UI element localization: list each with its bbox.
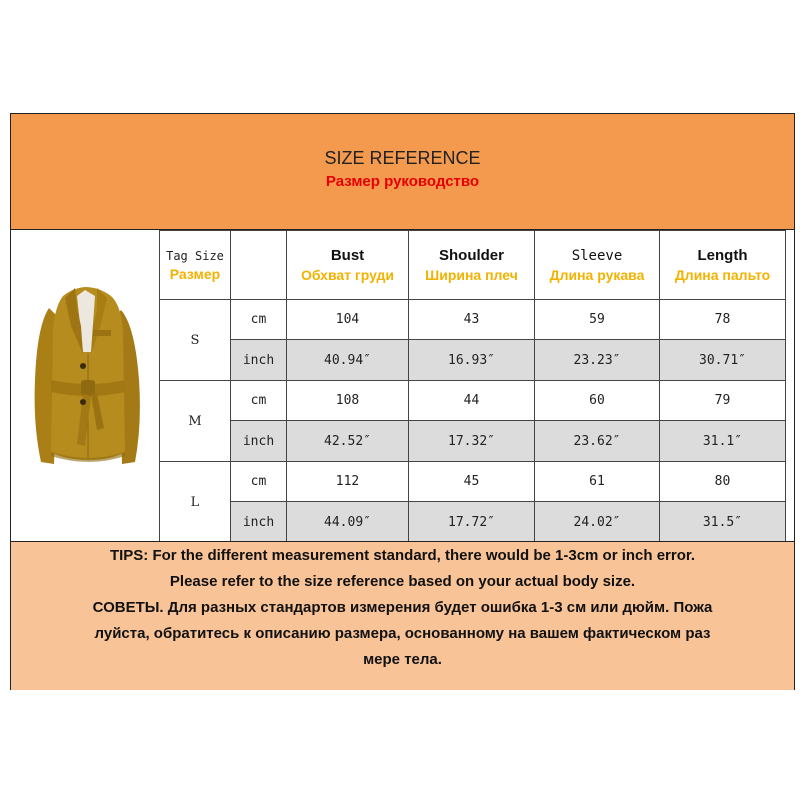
table-cell: 23.23″	[535, 340, 660, 381]
column-header-sleeve	[535, 231, 660, 300]
column-label-ru: Ширина плеч	[425, 267, 518, 283]
table-cell: 79	[660, 381, 786, 421]
column-label: Length	[697, 247, 748, 264]
unit-label: inch	[231, 340, 287, 381]
tips-line: СОВЕТЫ. Для разных стандартов измерения будет ошибка 1-3 см или дюйм. Пожа	[92, 599, 713, 616]
column-header-length	[660, 231, 786, 300]
size-label: S	[160, 300, 231, 381]
table-row-l-cm	[160, 462, 786, 502]
table-cell: 17.72″	[409, 502, 535, 543]
size-label: L	[160, 462, 231, 543]
table-cell: 24.02″	[535, 502, 660, 543]
tag-size-header	[160, 231, 231, 300]
table-row-m-cm	[160, 381, 786, 421]
unit-header-blank	[231, 231, 287, 300]
table-cell: 60	[535, 381, 660, 421]
table-cell: 40.94″	[287, 340, 409, 381]
table-cell: 44	[409, 381, 535, 421]
table-cell: 31.5″	[660, 502, 786, 543]
unit-label: inch	[231, 421, 287, 462]
column-label-ru: Обхват груди	[300, 267, 395, 283]
table-cell: 78	[660, 300, 786, 340]
table-cell: 23.62″	[535, 421, 660, 462]
column-label: Bust	[330, 247, 365, 264]
table-row-s-cm	[160, 300, 786, 340]
table-row-m-inch	[160, 421, 786, 462]
table-cell: 17.32″	[409, 421, 535, 462]
table-cell: 108	[287, 381, 409, 421]
column-header-bust	[287, 231, 409, 300]
table-cell: 61	[535, 462, 660, 502]
unit-label: inch	[231, 502, 287, 543]
table-cell: 16.93″	[409, 340, 535, 381]
chart-header	[11, 114, 794, 230]
tips-line: луйста, обратитесь к описанию размера, основанному на вашем фактическом раз	[94, 625, 711, 642]
size-table	[159, 230, 786, 543]
table-header-row	[160, 231, 786, 300]
column-header-shoulder	[409, 231, 535, 300]
table-cell: 104	[287, 300, 409, 340]
size-chart	[10, 113, 795, 690]
table-row-s-inch	[160, 340, 786, 381]
column-label: Sleeve	[571, 248, 623, 264]
table-cell: 43	[409, 300, 535, 340]
table-cell: 30.71″	[660, 340, 786, 381]
column-label: Shoulder	[438, 247, 504, 264]
chart-subtitle: Размер руководство	[325, 173, 480, 190]
column-label-ru: Длина пальто	[674, 267, 771, 283]
chart-title: SIZE REFERENCE	[324, 148, 481, 168]
table-cell: 44.09″	[287, 502, 409, 543]
table-cell: 80	[660, 462, 786, 502]
column-label-ru: Длина рукава	[549, 267, 645, 283]
tips-box	[11, 541, 794, 690]
tag-size-label: Tag Size	[166, 249, 224, 263]
tag-size-label-ru: Размер	[169, 266, 221, 282]
tips-line: Please refer to the size reference based on your actual body size.	[169, 573, 636, 590]
blazer-image	[11, 230, 159, 541]
unit-label: cm	[231, 462, 287, 502]
table-cell: 31.1″	[660, 421, 786, 462]
tips-line: TIPS: For the different measurement standard, there would be 1-3cm or inch error.	[109, 547, 696, 564]
table-cell: 59	[535, 300, 660, 340]
size-label: M	[160, 381, 231, 462]
unit-label: cm	[231, 300, 287, 340]
table-cell: 42.52″	[287, 421, 409, 462]
table-row-l-inch	[160, 502, 786, 543]
table-cell: 112	[287, 462, 409, 502]
table-cell: 45	[409, 462, 535, 502]
unit-label: cm	[231, 381, 287, 421]
product-photo	[11, 230, 160, 541]
tips-line: мере тела.	[363, 651, 442, 668]
